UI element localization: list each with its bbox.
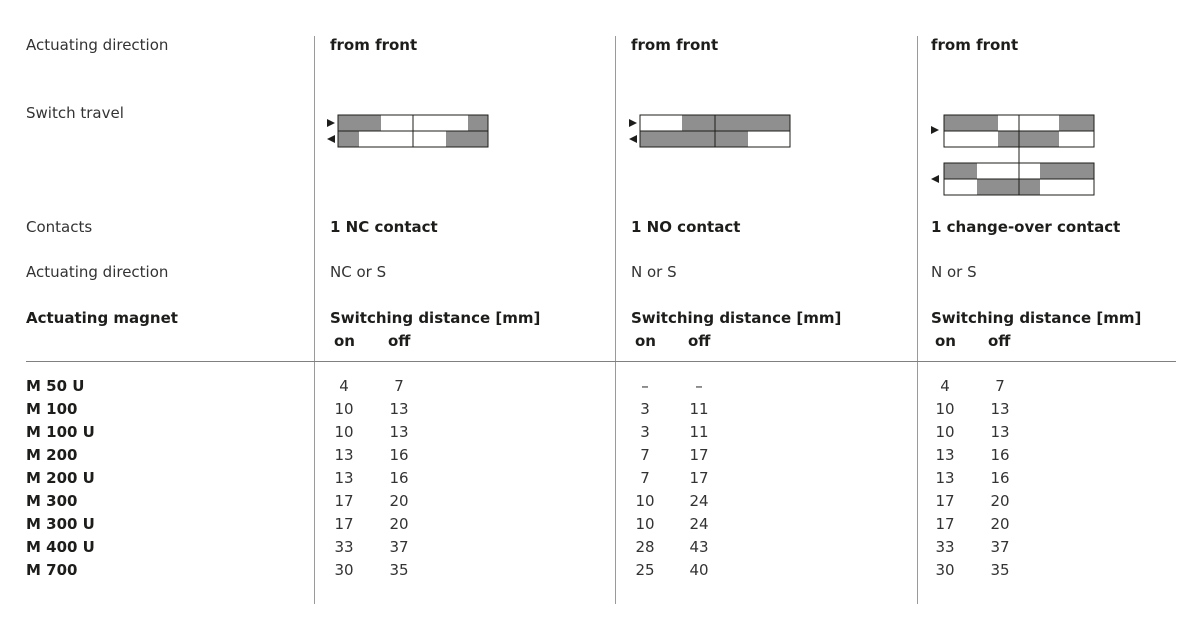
magnet-name: M 200 U [26,469,95,487]
col2-distance-header: Switching distance [mm] [631,309,842,327]
switching-distance-off-value: 13 [389,423,409,441]
switching-distance-off-value: 11 [689,400,709,418]
switching-distance-on-value: 10 [935,400,955,418]
switching-distance-off-value: 17 [689,469,709,487]
col2-contact: 1 NO contact [631,218,741,236]
column-divider [314,36,315,604]
label-switch-travel: Switch travel [26,104,124,122]
magnet-name: M 400 U [26,538,95,556]
switching-distance-off-value: 20 [990,492,1010,510]
switching-distance-on-value: 10 [334,400,354,418]
switching-distance-off-value: 20 [389,515,409,533]
switching-distance-off-value: 35 [389,561,409,579]
label-actuating-magnet: Actuating magnet [26,309,178,327]
switching-distance-on-value: 10 [334,423,354,441]
switching-distance-off-value: 24 [689,492,709,510]
arrow-right-icon [629,119,637,127]
switching-distance-on-value: 30 [334,561,354,579]
header-rule [26,361,1176,362]
arrow-right-icon [931,126,939,134]
switching-distance-off-value: 13 [389,400,409,418]
switching-distance-off-value: 16 [990,446,1010,464]
switching-distance-on-value: 28 [635,538,655,556]
switching-distance-on-value: 33 [935,538,955,556]
switching-distance-on-value: 13 [935,469,955,487]
switching-distance-off-value: 20 [990,515,1010,533]
switching-distance-on-value: 33 [334,538,354,556]
switch-travel-diagram-no [628,114,794,150]
col2-on-label: on [635,332,656,350]
switching-distance-on-value: 13 [935,446,955,464]
col3-distance-header: Switching distance [mm] [931,309,1142,327]
magnet-name: M 700 [26,561,78,579]
col1-direction: from front [330,36,418,54]
switching-distance-on-value: – [641,377,649,395]
switching-distance-on-value: 30 [935,561,955,579]
switching-distance-off-value: 16 [389,446,409,464]
label-actuating-direction-2: Actuating direction [26,263,169,281]
switching-distance-off-value: 43 [689,538,709,556]
magnet-name: M 50 U [26,377,85,395]
switching-distance-off-value: 35 [990,561,1010,579]
col3-on-label: on [935,332,956,350]
col2-off-label: off [688,332,711,350]
switching-distance-on-value: 10 [935,423,955,441]
arrow-left-icon [931,175,939,183]
switch-travel-diagram-nc [326,114,492,150]
switching-distance-on-value: 17 [935,515,955,533]
switching-distance-off-value: 20 [389,492,409,510]
switching-distance-on-value: 25 [635,561,655,579]
col1-on-label: on [334,332,355,350]
col2-pole: N or S [631,263,677,281]
switching-distance-on-value: 17 [334,492,354,510]
switching-distance-off-value: – [695,377,703,395]
switching-distance-off-value: 37 [990,538,1010,556]
switching-distance-on-value: 7 [640,446,650,464]
switching-distance-off-value: 13 [990,423,1010,441]
col1-distance-header: Switching distance [mm] [330,309,541,327]
switching-distance-on-value: 10 [635,492,655,510]
magnet-name: M 300 U [26,515,95,533]
switching-distance-off-value: 17 [689,446,709,464]
switching-distance-off-value: 24 [689,515,709,533]
switching-distance-off-value: 16 [389,469,409,487]
col1-off-label: off [388,332,411,350]
arrow-left-icon [629,135,637,143]
arrow-left-icon [327,135,335,143]
arrow-right-icon [327,119,335,127]
magnet-name: M 100 U [26,423,95,441]
switching-distance-on-value: 4 [940,377,950,395]
col3-off-label: off [988,332,1011,350]
col3-contact: 1 change-over contact [931,218,1121,236]
switching-distance-on-value: 10 [635,515,655,533]
col1-contact: 1 NC contact [330,218,438,236]
switching-distance-off-value: 7 [995,377,1005,395]
column-divider [615,36,616,604]
switch-travel-diagram-changeover [930,114,1098,198]
switching-distance-on-value: 17 [334,515,354,533]
switching-distance-off-value: 37 [389,538,409,556]
magnet-name: M 300 [26,492,78,510]
switching-distance-off-value: 13 [990,400,1010,418]
switching-distance-on-value: 13 [334,469,354,487]
switching-distance-off-value: 7 [394,377,404,395]
col1-pole: NC or S [330,263,387,281]
label-actuating-direction: Actuating direction [26,36,169,54]
switching-distance-on-value: 3 [640,423,650,441]
switching-distance-on-value: 13 [334,446,354,464]
switching-distance-off-value: 40 [689,561,709,579]
switching-distance-on-value: 4 [339,377,349,395]
switching-distance-on-value: 3 [640,400,650,418]
col2-direction: from front [631,36,719,54]
magnet-name: M 100 [26,400,78,418]
switching-distance-on-value: 7 [640,469,650,487]
column-divider [917,36,918,604]
col3-direction: from front [931,36,1019,54]
switching-distance-on-value: 17 [935,492,955,510]
label-contacts: Contacts [26,218,93,236]
switching-distance-off-value: 16 [990,469,1010,487]
switching-distance-off-value: 11 [689,423,709,441]
magnet-name: M 200 [26,446,78,464]
col3-pole: N or S [931,263,977,281]
